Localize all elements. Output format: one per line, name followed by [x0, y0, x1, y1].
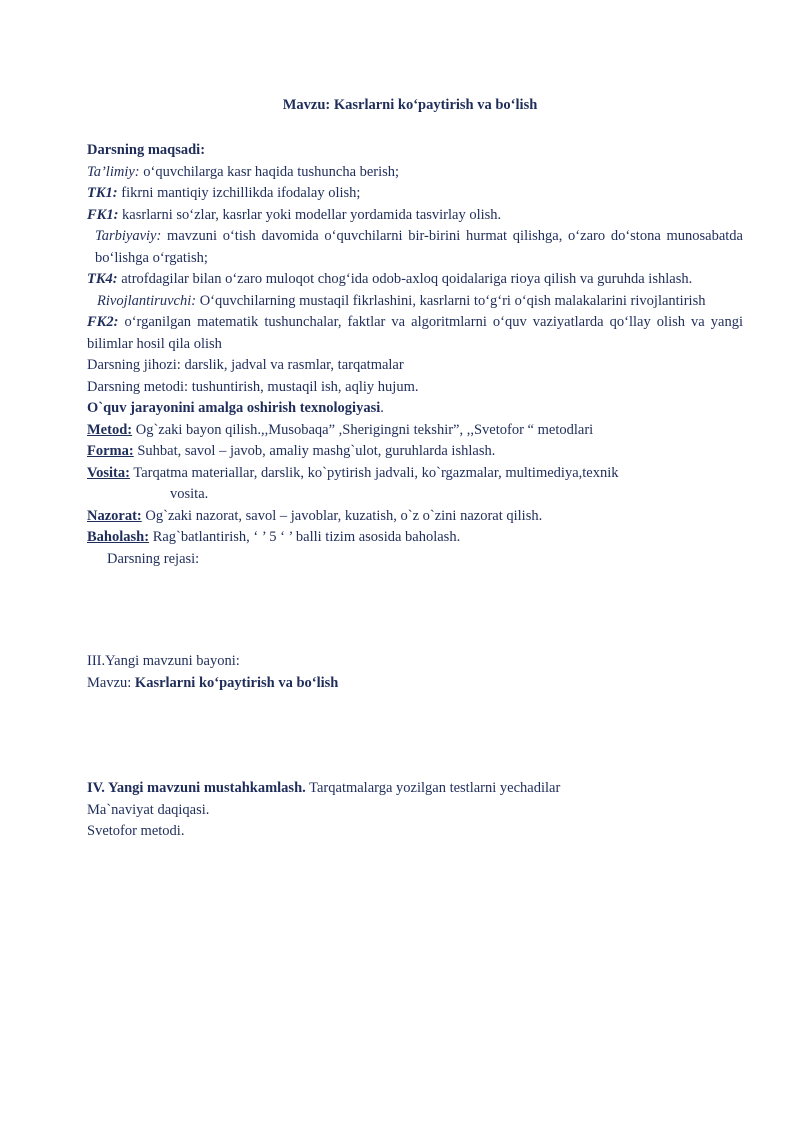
vosita-text: Tarqatma materiallar, darslik, ko`pytirish jadvali, ko`rgazmalar, multimediya,texnik — [129, 464, 619, 481]
lesson-goals-block — [87, 140, 743, 570]
forma-line — [87, 441, 743, 463]
tk4-label: TK4: — [87, 271, 118, 287]
nazorat-text: Og`zaki nazorat, savol – javoblar, kuzatish, o`z o`zini nazorat qilish. — [141, 507, 543, 524]
section-4-block — [87, 778, 743, 843]
manaviyat-line: Ma`naviyat daqiqasi. — [87, 801, 210, 818]
document-title: Mavzu: Kasrlarni ko‘paytirish va bo‘lish — [282, 97, 538, 113]
fk1-label: FK1: — [87, 206, 119, 223]
rejasi-line: Darsning rejasi: — [107, 550, 200, 567]
fk2-text: o‘rganilgan matematik tushunchalar, faktlar va algoritmlarni o‘quv vaziyatlarda qo‘llay olish va yangi bilimlar hosil qila olish — [87, 314, 743, 352]
section-3-title: III.Yangi mavzuni bayoni: — [87, 653, 240, 669]
technology-line: O`quv jarayonini amalga oshirish texnologiyasi. — [87, 400, 384, 416]
section-3-mavzu-value: Kasrlarni ko‘paytirish va bo‘lish — [134, 674, 339, 691]
tk4-text: atrofdagilar bilan o‘zaro muloqot chog‘ida odob-axloq qoidalariga rioya qilish va guruhda ishlash. — [117, 271, 693, 287]
technology-heading: O`quv jarayonini amalga oshirish texnologiyasi — [87, 400, 381, 416]
baholash-label: Baholash: — [87, 529, 150, 545]
tk1-line — [87, 183, 743, 205]
rivojlantiruvchi-label: Rivojlantiruvchi: — [97, 292, 197, 309]
forma-label: Forma: — [87, 443, 134, 459]
section-3-mavzu — [87, 673, 743, 695]
baholash-text: Rag`batlantirish, ‘ ’ 5 ‘ ’ balli tizim asosida baholash. — [149, 529, 461, 545]
vosita-continuation: vosita. — [170, 486, 209, 502]
tk1-label: TK1: — [87, 185, 118, 201]
metod-label: Metod: — [87, 421, 133, 438]
rivojlantiruvchi-text: O‘quvchilarning mustaqil fikrlashini, kasrlarni to‘g‘ri o‘qish malakalarini rivojlantirish — [196, 292, 706, 309]
section-3-block — [87, 651, 743, 694]
tarbiyaviy-label: Tarbiyaviy: — [95, 228, 162, 244]
fk2-para — [87, 312, 743, 355]
goal-heading: Darsning maqsadi: — [87, 142, 206, 158]
tarbiyaviy-text: mavzuni o‘tish davomida o‘quvchilarni bir-birini hurmat qilishga, o‘zaro do‘stona munosabatda bo‘lishga o‘rgatish; — [95, 228, 743, 266]
vosita-line — [87, 463, 743, 485]
vosita-label: Vosita: — [87, 464, 130, 481]
talimiy-text: o‘quvchilarga kasr haqida tushuncha berish; — [139, 163, 400, 180]
talimiy-line — [87, 162, 743, 184]
rivojlantiruvchi-para — [87, 291, 743, 313]
metodi-line: Darsning metodi: tushuntirish, mustaqil ish, aqliy hujum. — [87, 378, 419, 395]
section-4-line — [87, 778, 743, 800]
jihozi-line: Darsning jihozi: darslik, jadval va rasmlar, tarqatmalar — [87, 357, 404, 373]
nazorat-label: Nazorat: — [87, 507, 142, 524]
section-4-text: Tarqatmalarga yozilgan testlarni yechadilar — [305, 780, 561, 796]
svetofor-line: Svetofor metodi. — [87, 823, 185, 839]
forma-text: Suhbat, savol – javob, amaliy mashg`ulot, guruhlarda ishlash. — [133, 443, 496, 459]
metod-text: Og`zaki bayon qilish.,,Musobaqa” ,Sherigingni tekshir”, ,,Svetofor “ metodlari — [132, 421, 594, 438]
fk2-label: FK2: — [87, 314, 119, 330]
tarbiyaviy-para — [87, 226, 743, 269]
tk1-text: fikrni mantiqiy izchillikda ifodalay olish; — [117, 185, 361, 201]
talimiy-label: Ta’limiy: — [87, 163, 140, 180]
nazorat-line — [87, 506, 743, 528]
tk4-para — [87, 269, 743, 291]
metod-line — [87, 420, 743, 442]
fk1-text: kasrlarni so‘zlar, kasrlar yoki modellar yordamida tasvirlay olish. — [118, 206, 502, 223]
baholash-line — [87, 527, 743, 549]
section-4-title: IV. Yangi mavzuni mustahkamlash. — [87, 780, 306, 796]
section-3-mavzu-label: Mavzu: — [87, 674, 135, 691]
fk1-line — [87, 205, 743, 227]
